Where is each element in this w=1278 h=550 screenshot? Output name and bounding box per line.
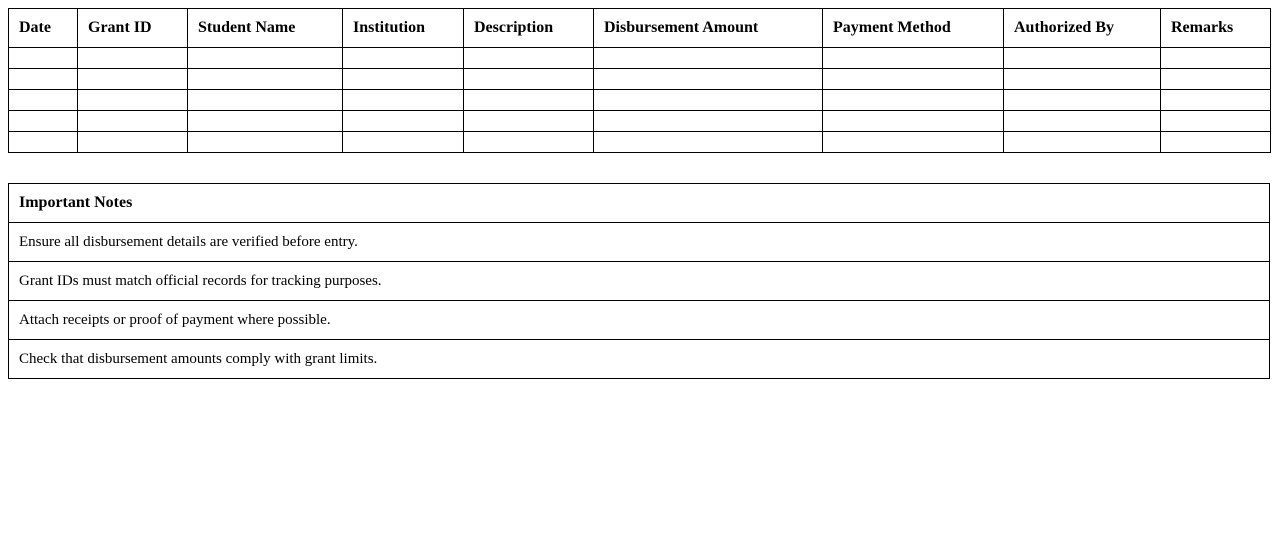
column-header-disbursement-amount: Disbursement Amount: [594, 9, 823, 48]
table-cell[interactable]: [1161, 90, 1271, 111]
table-cell[interactable]: [1004, 132, 1161, 153]
table-cell[interactable]: [78, 111, 188, 132]
table-cell[interactable]: [594, 90, 823, 111]
table-cell[interactable]: [9, 111, 78, 132]
table-cell[interactable]: [343, 69, 464, 90]
table-header-row: [9, 9, 1271, 48]
table-cell[interactable]: [188, 48, 343, 69]
table-cell[interactable]: [464, 90, 594, 111]
table-cell[interactable]: [78, 48, 188, 69]
table-cell[interactable]: [9, 69, 78, 90]
table-cell[interactable]: [823, 111, 1004, 132]
column-header-description: Description: [464, 9, 594, 48]
table-cell[interactable]: [78, 69, 188, 90]
note-item: Attach receipts or proof of payment where possible.: [9, 301, 1270, 340]
table-cell[interactable]: [188, 69, 343, 90]
table-cell[interactable]: [9, 132, 78, 153]
table-cell[interactable]: [464, 132, 594, 153]
column-header-institution: Institution: [343, 9, 464, 48]
note-row: [9, 223, 1270, 262]
table-row: [9, 111, 1271, 132]
table-cell[interactable]: [823, 69, 1004, 90]
column-header-student-name: Student Name: [188, 9, 343, 48]
table-cell[interactable]: [343, 90, 464, 111]
table-cell[interactable]: [823, 48, 1004, 69]
disbursement-log-table: [8, 8, 1271, 153]
column-header-authorized-by: Authorized By: [1004, 9, 1161, 48]
table-cell[interactable]: [78, 132, 188, 153]
table-row: [9, 48, 1271, 69]
table-cell[interactable]: [464, 111, 594, 132]
note-row: [9, 301, 1270, 340]
note-row: [9, 262, 1270, 301]
table-cell[interactable]: [188, 111, 343, 132]
table-cell[interactable]: [823, 90, 1004, 111]
column-header-payment-method: Payment Method: [823, 9, 1004, 48]
table-cell[interactable]: [1161, 111, 1271, 132]
table-cell[interactable]: [823, 132, 1004, 153]
column-header-date: Date: [9, 9, 78, 48]
table-cell[interactable]: [594, 48, 823, 69]
table-cell[interactable]: [1161, 48, 1271, 69]
table-cell[interactable]: [1004, 69, 1161, 90]
table-cell[interactable]: [1161, 69, 1271, 90]
table-cell[interactable]: [188, 132, 343, 153]
table-cell[interactable]: [78, 90, 188, 111]
table-cell[interactable]: [594, 111, 823, 132]
table-cell[interactable]: [343, 132, 464, 153]
notes-header-row: [9, 184, 1270, 223]
table-row: [9, 69, 1271, 90]
table-row: [9, 90, 1271, 111]
table-cell[interactable]: [464, 69, 594, 90]
table-row: [9, 132, 1271, 153]
table-cell[interactable]: [1004, 48, 1161, 69]
table-cell[interactable]: [1004, 111, 1161, 132]
table-cell[interactable]: [594, 132, 823, 153]
column-header-remarks: Remarks: [1161, 9, 1271, 48]
note-item: Grant IDs must match official records for tracking purposes.: [9, 262, 1270, 301]
table-cell[interactable]: [1004, 90, 1161, 111]
table-cell[interactable]: [1161, 132, 1271, 153]
important-notes-table: [8, 183, 1270, 379]
note-row: [9, 340, 1270, 379]
table-cell[interactable]: [9, 48, 78, 69]
table-cell[interactable]: [188, 90, 343, 111]
notes-title: Important Notes: [9, 184, 1270, 223]
note-item: Check that disbursement amounts comply with grant limits.: [9, 340, 1270, 379]
note-item: Ensure all disbursement details are verified before entry.: [9, 223, 1270, 262]
table-cell[interactable]: [343, 48, 464, 69]
table-cell[interactable]: [594, 69, 823, 90]
table-cell[interactable]: [464, 48, 594, 69]
table-cell[interactable]: [343, 111, 464, 132]
column-header-grant-id: Grant ID: [78, 9, 188, 48]
table-cell[interactable]: [9, 90, 78, 111]
